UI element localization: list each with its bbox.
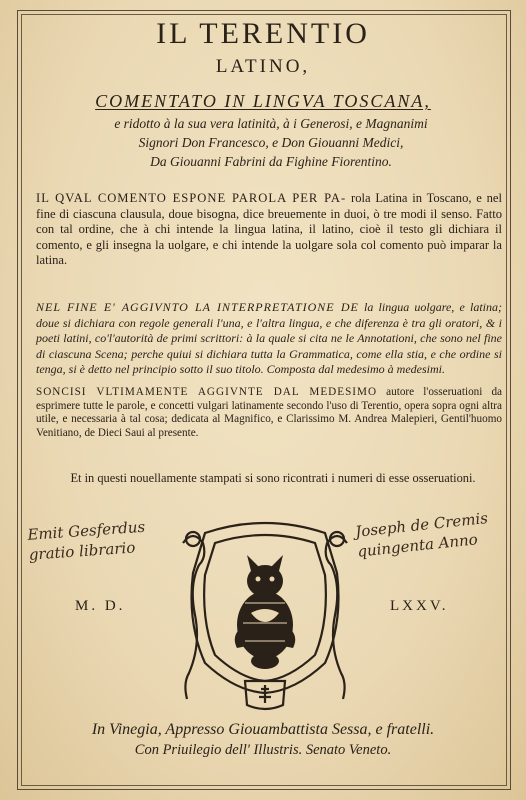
paragraph-lead: SONCISI VLTIMAMENTE AGGIVNTE DAL MEDESIMO — [36, 386, 378, 398]
privilege-line: Con Priuilegio dell' Illustris. Senato Veneto. — [134, 742, 392, 758]
paragraph-lead: IL QVAL COMENTO ESPONE PAROLA PER PA- — [36, 191, 347, 205]
main-title: IL TERENTIO — [156, 17, 370, 50]
description-paragraph-1 — [36, 191, 502, 269]
printers-mark-cat-icon — [165, 513, 365, 713]
title-latino: LATINO, — [215, 56, 311, 77]
imprint — [0, 720, 526, 760]
paragraph-body: la lingua uolgare, e latina; doue si dichiara con regole generali l'una, e l'altra lingua, e che diferenza è tra gli oratori, & i poeti latini, co'l'autorità de primi scrittori: à la quale si cita ne le Annotationi, che sono nel fine di ciascuna Scena; perche quiui si dichiara tutta la Grammatica, come ella stia, e che ordine si tenga, si è detto nel principio sotto il suo titolo. Composta dal medesimo à medesimi. — [36, 300, 502, 376]
subtitle-comentato: COMENTATO IN LINGVA TOSCANA, — [95, 91, 431, 111]
description-paragraph-3 — [36, 386, 502, 440]
paragraph-lead: NEL FINE E' AGGIVNTO LA INTERPRETATIONE DE — [36, 300, 359, 314]
date-left: M. D. — [75, 598, 126, 614]
description-paragraph-2 — [36, 300, 502, 378]
dedication — [36, 114, 506, 171]
dedication-line: e ridotto à la sua vera latinità, à i Generosi, e Magnanimi — [114, 116, 428, 131]
dedication-line: Da Giouanni Fabrini da Fighine Fiorentino. — [150, 154, 392, 169]
note-osservationi: Et in questi nouellamente stampati si sono ricontrati i numeri di esse osseruationi. — [70, 471, 476, 485]
date-right: LXXV. — [390, 598, 449, 614]
imprint-line: In Vinegia, Appresso Giouambattista Sessa, e fratelli. — [91, 721, 435, 738]
paragraph-body: rola Latina in Toscano, e nel fine di ciascuna clausula, doue bisogna, dice breuemente in duoi, ò tre modi il senso. Fatto con tal ordine, che à chi intende la lingua latina, il latino, cioè il testo gli dichiara il comento, e gli insegna la uolgare, e chi intende la uolgare sola col comento può imparar la latina. — [36, 191, 502, 268]
dedication-line: Signori Don Francesco, e Don Giouanni Medici, — [138, 135, 404, 150]
handwritten-signature-left: Emit Gesferdus gratio librario — [26, 517, 146, 564]
handwritten-signature-right: Joseph de Cremis quingenta Anno — [354, 509, 489, 561]
paragraph-body: autore l'osseruationi da esprimere tutte le parole, e concetti vulgari latinamente secondo l'uso di Terentio, opera sopra ogni altra utile, e necessaria à tal cosa; dedicata al Magnifico, e Clarissimo M. Andrea Malepieri, Gentil'huomo Venitiano, de Dieci Saui al presente. — [36, 386, 503, 439]
